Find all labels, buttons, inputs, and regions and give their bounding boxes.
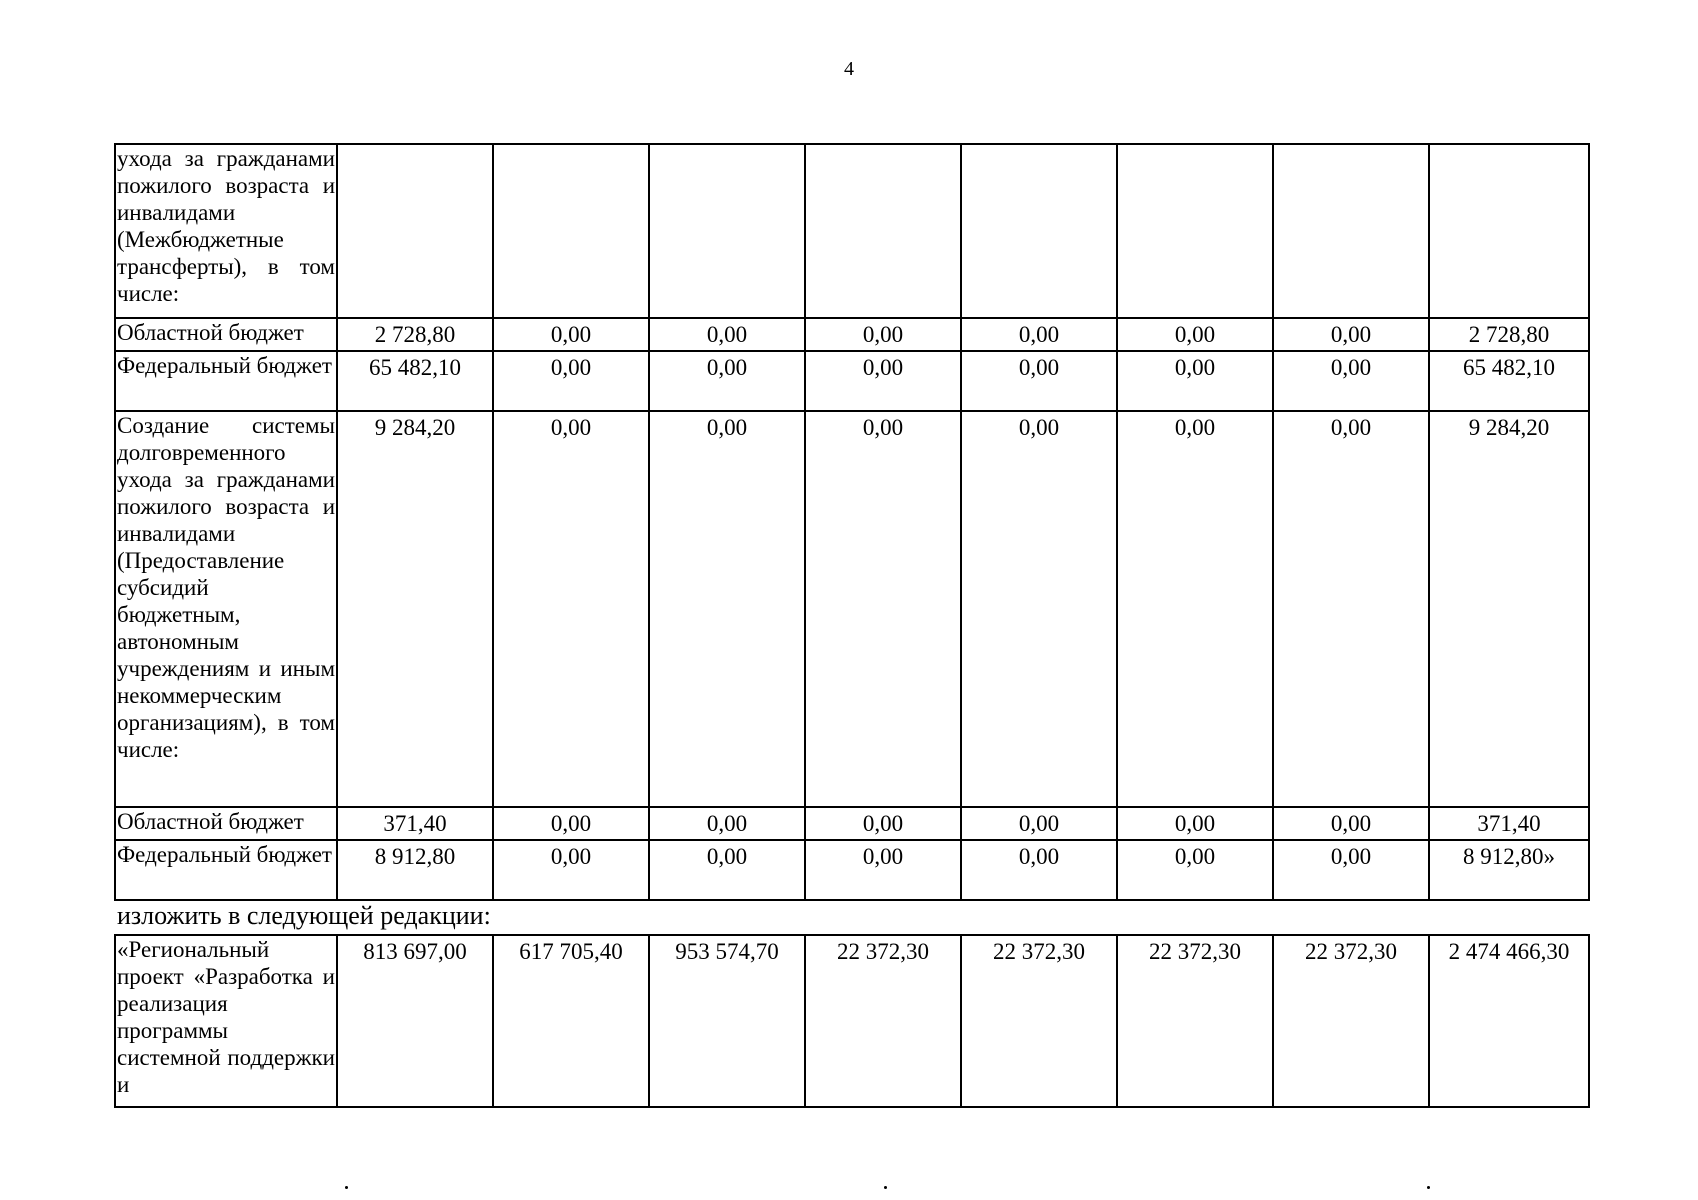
value-cell: 22 372,30 bbox=[805, 935, 961, 1107]
value-cell bbox=[337, 144, 493, 318]
value-cell: 0,00 bbox=[805, 318, 961, 351]
value-cell: 0,00 bbox=[1273, 318, 1429, 351]
table-row bbox=[115, 935, 1589, 1107]
value-cell bbox=[493, 144, 649, 318]
row-label: Создание системы долговременного ухода за гражданами пожилого возраста и инвалидами (Предоставление субсидий бюджетным, автономным учреждениям и иным некоммерческим организациям), в том числе: bbox=[115, 411, 337, 807]
value-cell: 0,00 bbox=[805, 807, 961, 840]
value-cell: 0,00 bbox=[961, 807, 1117, 840]
value-cell: 0,00 bbox=[493, 318, 649, 351]
value-cell: 0,00 bbox=[649, 351, 805, 411]
value-cell: 22 372,30 bbox=[1117, 935, 1273, 1107]
row-label: Областной бюджет bbox=[115, 318, 337, 351]
value-cell: 2 728,80 bbox=[1429, 318, 1589, 351]
instruction-text: изложить в следующей редакции: bbox=[117, 901, 491, 930]
value-cell: 0,00 bbox=[493, 840, 649, 900]
value-cell: 0,00 bbox=[493, 411, 649, 807]
row-label: «Региональный проект «Разработка и реализация программы системной поддержки и bbox=[115, 935, 337, 1107]
value-cell: 0,00 bbox=[961, 351, 1117, 411]
row-label: Федеральный бюджет bbox=[115, 840, 337, 900]
value-cell: 371,40 bbox=[1429, 807, 1589, 840]
value-cell bbox=[649, 144, 805, 318]
value-cell bbox=[805, 144, 961, 318]
table-row bbox=[115, 351, 1589, 411]
table-row bbox=[115, 411, 1589, 807]
value-cell: 617 705,40 bbox=[493, 935, 649, 1107]
value-cell: 0,00 bbox=[649, 840, 805, 900]
value-cell bbox=[961, 144, 1117, 318]
value-cell: 0,00 bbox=[1273, 351, 1429, 411]
value-cell: 65 482,10 bbox=[337, 351, 493, 411]
scan-speck bbox=[345, 1186, 348, 1189]
value-cell: 65 482,10 bbox=[1429, 351, 1589, 411]
value-cell: 0,00 bbox=[961, 840, 1117, 900]
value-cell: 0,00 bbox=[1117, 411, 1273, 807]
table-row bbox=[115, 318, 1589, 351]
value-cell bbox=[1117, 144, 1273, 318]
table-row bbox=[115, 840, 1589, 900]
value-cell: 0,00 bbox=[1273, 807, 1429, 840]
value-cell: 22 372,30 bbox=[961, 935, 1117, 1107]
value-cell: 9 284,20 bbox=[1429, 411, 1589, 807]
value-cell: 0,00 bbox=[805, 411, 961, 807]
value-cell: 8 912,80» bbox=[1429, 840, 1589, 900]
row-label: Федеральный бюджет bbox=[115, 351, 337, 411]
row-label: ухода за гражданами пожилого возраста и инвалидами (Межбюджетные трансферты), в том числе: bbox=[115, 144, 337, 318]
value-cell: 0,00 bbox=[1273, 840, 1429, 900]
value-cell: 2 474 466,30 bbox=[1429, 935, 1589, 1107]
value-cell bbox=[1429, 144, 1589, 318]
value-cell: 22 372,30 bbox=[1273, 935, 1429, 1107]
value-cell: 0,00 bbox=[493, 807, 649, 840]
value-cell: 0,00 bbox=[649, 807, 805, 840]
page-number: 4 bbox=[844, 58, 854, 80]
value-cell: 0,00 bbox=[1117, 351, 1273, 411]
value-cell: 9 284,20 bbox=[337, 411, 493, 807]
row-label: Областной бюджет bbox=[115, 807, 337, 840]
value-cell bbox=[1273, 144, 1429, 318]
value-cell: 371,40 bbox=[337, 807, 493, 840]
value-cell: 0,00 bbox=[649, 318, 805, 351]
value-cell: 0,00 bbox=[1117, 807, 1273, 840]
value-cell: 8 912,80 bbox=[337, 840, 493, 900]
value-cell: 0,00 bbox=[649, 411, 805, 807]
value-cell: 0,00 bbox=[961, 318, 1117, 351]
scan-speck bbox=[1427, 1186, 1430, 1189]
table-row bbox=[115, 807, 1589, 840]
scan-speck bbox=[884, 1186, 887, 1189]
value-cell: 813 697,00 bbox=[337, 935, 493, 1107]
value-cell: 0,00 bbox=[1117, 840, 1273, 900]
value-cell: 0,00 bbox=[493, 351, 649, 411]
value-cell: 0,00 bbox=[1273, 411, 1429, 807]
budget-table-top bbox=[114, 143, 1590, 901]
value-cell: 2 728,80 bbox=[337, 318, 493, 351]
budget-table-bottom bbox=[114, 934, 1590, 1108]
value-cell: 953 574,70 bbox=[649, 935, 805, 1107]
value-cell: 0,00 bbox=[805, 351, 961, 411]
value-cell: 0,00 bbox=[961, 411, 1117, 807]
table-row bbox=[115, 144, 1589, 318]
value-cell: 0,00 bbox=[1117, 318, 1273, 351]
value-cell: 0,00 bbox=[805, 840, 961, 900]
